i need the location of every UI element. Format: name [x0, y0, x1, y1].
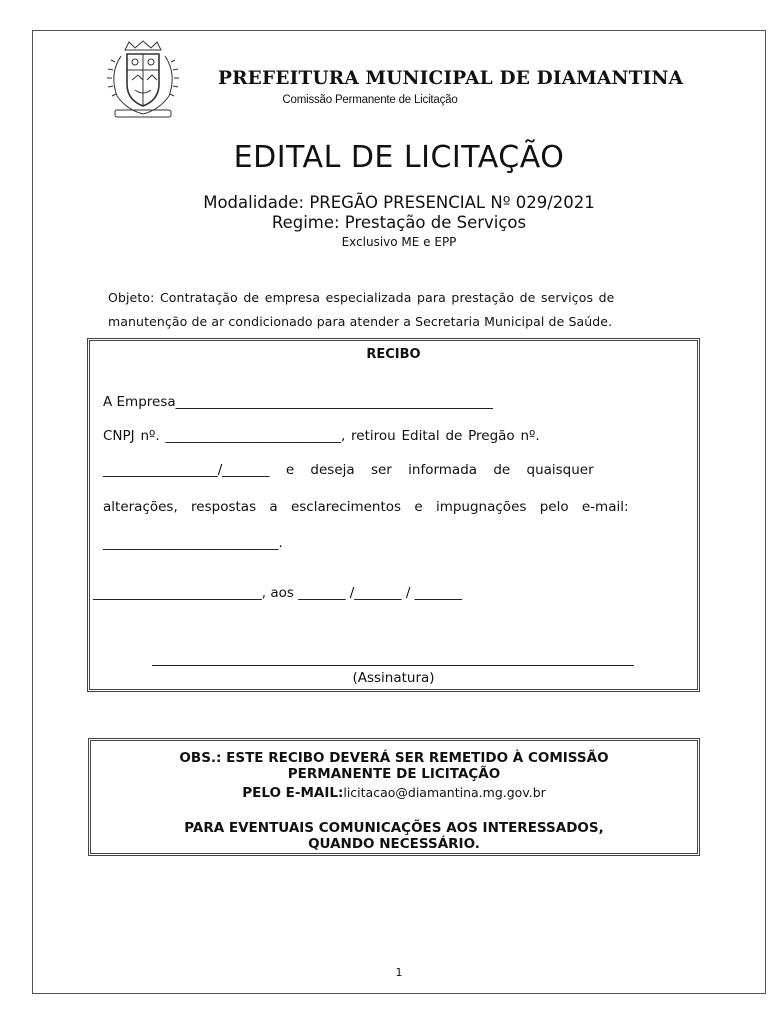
signature-line — [152, 665, 634, 666]
obs-email-label: PELO E-MAIL: — [242, 785, 344, 801]
obs-email-row — [88, 785, 700, 801]
recibo-pregao-line: _________________/_______ e deseja ser informada de quaisquer — [103, 462, 594, 478]
recibo-box — [87, 338, 700, 692]
signature-label: (Assinatura) — [352, 670, 435, 686]
recibo-alteracoes-line: alterações, respostas a esclarecimentos e impugnações pelo e-mail: — [103, 499, 629, 515]
organization-name: PREFEITURA MUNICIPAL DE DIAMANTINA — [218, 68, 684, 89]
recibo-empresa-line: A Empresa_______________________________________________ — [103, 394, 493, 410]
objeto-line-1: Objeto: Contratação de empresa especializada para prestação de serviços de — [108, 290, 615, 305]
recibo-date-line: _________________________, aos _______ /_______ / _______ — [93, 585, 462, 601]
regime: Regime: Prestação de Serviços — [271, 213, 527, 232]
objeto-line-2: manutenção de ar condicionado para atender a Secretaria Municipal de Saúde. — [108, 314, 613, 329]
department-name: Comissão Permanente de Licitação — [282, 94, 458, 106]
obs-line-5: QUANDO NECESSÁRIO. — [308, 836, 480, 852]
obs-line-4: PARA EVENTUAIS COMUNICAÇÕES AOS INTERESSADOS, — [184, 820, 604, 836]
recibo-email-line: __________________________. — [103, 535, 283, 551]
document-title: EDITAL DE LICITAÇÃO — [233, 140, 565, 175]
recibo-title: RECIBO — [366, 347, 421, 362]
coat-of-arms-icon — [105, 40, 181, 120]
obs-line-1: OBS.: ESTE RECIBO DEVERÁ SER REMETIDO À COMISSÃO — [179, 750, 609, 766]
obs-line-2: PERMANENTE DE LICITAÇÃO — [287, 766, 501, 782]
obs-email-address: licitacao@diamantina.mg.gov.br — [343, 785, 546, 800]
recibo-cnpj-line: CNPJ nº. __________________________, retirou Edital de Pregão nº. — [103, 428, 540, 444]
exclusive-note: Exclusivo ME e EPP — [341, 235, 457, 249]
modalidade: Modalidade: PREGÃO PRESENCIAL Nº 029/2021 — [203, 193, 595, 212]
page-number: 1 — [395, 966, 403, 979]
